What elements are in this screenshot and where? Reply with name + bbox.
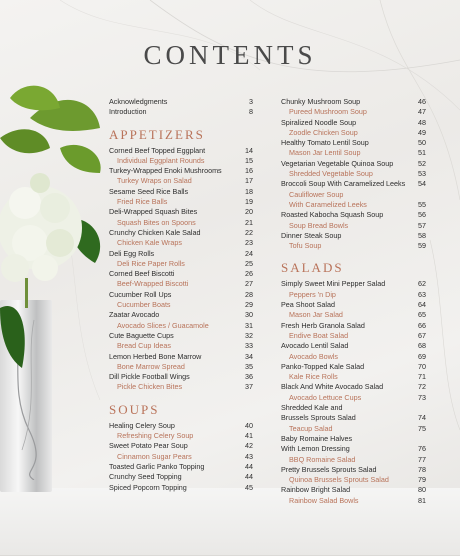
- entry-page-number: 44: [245, 461, 253, 471]
- toc-entry[interactable]: [281, 362, 426, 372]
- toc-sub-entry[interactable]: [281, 241, 426, 251]
- section-heading: SOUPS: [109, 401, 160, 417]
- entry-page-number: 35: [245, 361, 253, 371]
- toc-sub-entry[interactable]: [109, 218, 253, 228]
- toc-entry[interactable]: [109, 462, 253, 472]
- entry-title: Lemon Herbed Bone Marrow: [109, 351, 202, 361]
- toc-entry[interactable]: [109, 97, 253, 107]
- toc-sub-entry[interactable]: [109, 279, 253, 289]
- entry-page-number: 72: [418, 382, 426, 392]
- entry-page-number: 23: [245, 238, 253, 248]
- entry-page-number: 19: [245, 197, 253, 207]
- entry-title: Teacup Salad: [289, 423, 333, 433]
- entry-title: Fried Rice Balls: [117, 197, 168, 207]
- entry-page-number: 30: [245, 310, 253, 320]
- entry-page-number: 70: [418, 361, 426, 371]
- entry-page-number: 37: [245, 382, 253, 392]
- entry-title: Sweet Potato Pear Soup: [109, 441, 188, 451]
- entry-page-number: 36: [245, 372, 253, 382]
- entry-title: Simply Sweet Mini Pepper Salad: [281, 279, 386, 289]
- toc-entry[interactable]: [281, 179, 426, 189]
- toc-entry[interactable]: [109, 352, 253, 362]
- entry-title: Pretty Brussels Sprouts Salad: [281, 464, 377, 474]
- entry-page-number: 8: [249, 107, 253, 117]
- toc-sub-entry[interactable]: [281, 107, 426, 117]
- entry-title: Deli-Wrapped Squash Bites: [109, 207, 198, 217]
- toc-right-column: [281, 97, 426, 506]
- entry-page-number: 52: [418, 158, 426, 168]
- entry-title: Spiced Popcorn Topping: [109, 482, 187, 492]
- entry-title: Kale Rice Rolls: [289, 372, 338, 382]
- toc-entry[interactable]: [109, 249, 253, 259]
- toc-entry[interactable]: [281, 231, 426, 241]
- entry-title: BBQ Romaine Salad: [289, 454, 356, 464]
- entry-title: Mason Jar Salad: [289, 310, 343, 320]
- entry-title: Baby Romaine Halves: [281, 433, 353, 443]
- entry-page-number: 77: [418, 454, 426, 464]
- entry-title: Zoodle Chicken Soup: [289, 127, 358, 137]
- entry-page-number: 44: [245, 472, 253, 482]
- toc-sub-entry[interactable]: [109, 362, 253, 372]
- entry-page-number: 76: [418, 444, 426, 454]
- entry-page-number: 3: [249, 97, 253, 106]
- entry-page-number: 28: [245, 289, 253, 299]
- entry-title: Quinoa Brussels Sprouts Salad: [289, 475, 389, 485]
- entry-title: Bone Marrow Spread: [117, 361, 185, 371]
- toc-sub-entry[interactable]: [109, 238, 253, 248]
- entry-page-number: 75: [418, 423, 426, 433]
- toc-entry[interactable]: [281, 210, 426, 220]
- toc-entry[interactable]: [109, 207, 253, 217]
- entry-title: Squash Bites on Spoons: [117, 217, 196, 227]
- entry-title: Cinnamon Sugar Pears: [117, 451, 192, 461]
- toc-sub-entry[interactable]: [281, 331, 426, 341]
- entry-title: Shredded Kale and: [281, 403, 343, 413]
- toc-sub-entry[interactable]: [109, 300, 253, 310]
- toc-sub-entry[interactable]: [109, 382, 253, 392]
- entry-title: Pea Shoot Salad: [281, 300, 335, 310]
- entry-title: Zaatar Avocado: [109, 310, 160, 320]
- toc-entry[interactable]: [281, 434, 426, 444]
- entry-page-number: 73: [418, 392, 426, 402]
- entry-title: Chicken Kale Wraps: [117, 238, 182, 248]
- toc-sub-entry[interactable]: [281, 393, 426, 403]
- entry-title: Beef-Wrapped Biscotti: [117, 279, 189, 289]
- toc-entry[interactable]: [281, 413, 426, 423]
- entry-title: Deli Rice Paper Rolls: [117, 258, 185, 268]
- entry-title: Shredded Vegetable Soup: [289, 169, 373, 179]
- hydrangea-flower-image: [0, 78, 110, 408]
- entry-title: Sesame Seed Rice Balls: [109, 186, 189, 196]
- toc-entry[interactable]: [109, 166, 253, 176]
- toc-entry[interactable]: [109, 146, 253, 156]
- entry-page-number: 27: [245, 279, 253, 289]
- toc-entry[interactable]: [281, 485, 426, 495]
- toc-sub-entry[interactable]: [281, 190, 426, 200]
- toc-sub-entry[interactable]: [109, 259, 253, 269]
- entry-page-number: 48: [418, 117, 426, 127]
- entry-page-number: 67: [418, 330, 426, 340]
- entry-page-number: 69: [418, 351, 426, 361]
- entry-title: Cauliflower Soup: [289, 189, 344, 199]
- entry-title: Dinner Steak Soup: [281, 230, 342, 240]
- entry-page-number: 18: [245, 186, 253, 196]
- entry-title: Corned Beef Biscotti: [109, 269, 175, 279]
- entry-page-number: 74: [418, 413, 426, 423]
- entry-page-number: 14: [245, 145, 253, 155]
- toc-entry[interactable]: [109, 421, 253, 431]
- entry-title: Individual Eggplant Rounds: [117, 155, 205, 165]
- entry-page-number: 24: [245, 248, 253, 258]
- toc-entry[interactable]: [281, 138, 426, 148]
- entry-title: Pureed Mushroom Soup: [289, 107, 367, 117]
- toc-sub-entry[interactable]: [109, 176, 253, 186]
- entry-page-number: 66: [418, 320, 426, 330]
- entry-title: Spiralized Noodle Soup: [281, 117, 357, 127]
- entry-title: With Caramelized Leeks: [289, 199, 367, 209]
- entry-title: Turkey Wraps on Salad: [117, 176, 192, 186]
- toc-entry[interactable]: [281, 159, 426, 169]
- entry-title: Chunky Mushroom Soup: [281, 97, 361, 106]
- entry-page-number: 34: [245, 351, 253, 361]
- entry-page-number: 55: [418, 199, 426, 209]
- entry-page-number: 29: [245, 300, 253, 310]
- section-heading: APPETIZERS: [109, 126, 205, 142]
- entry-page-number: 43: [245, 451, 253, 461]
- entry-page-number: 63: [418, 289, 426, 299]
- toc-sub-entry[interactable]: [281, 200, 426, 210]
- entry-title: Crunchy Chicken Kale Salad: [109, 227, 201, 237]
- entry-title: Cute Baguette Cups: [109, 330, 174, 340]
- toc-sub-entry[interactable]: [109, 341, 253, 351]
- entry-page-number: 78: [418, 464, 426, 474]
- entry-page-number: 49: [418, 127, 426, 137]
- toc-entry[interactable]: [109, 269, 253, 279]
- entry-title: Healthy Tomato Lentil Soup: [281, 138, 369, 148]
- entry-page-number: 59: [418, 241, 426, 251]
- entry-page-number: 33: [245, 341, 253, 351]
- toc-entry[interactable]: [109, 310, 253, 320]
- toc-left-column: [109, 97, 253, 493]
- entry-title: Refreshing Celery Soup: [117, 431, 194, 441]
- entry-page-number: 81: [418, 495, 426, 505]
- entry-page-number: 54: [418, 179, 426, 189]
- entry-page-number: 16: [245, 166, 253, 176]
- toc-sub-entry[interactable]: [109, 156, 253, 166]
- entry-page-number: 56: [418, 210, 426, 220]
- toc-sub-entry[interactable]: [281, 496, 426, 506]
- entry-title: Deli Egg Rolls: [109, 248, 155, 258]
- entry-title: Healing Celery Soup: [109, 420, 175, 430]
- toc-sub-entry[interactable]: [281, 148, 426, 158]
- entry-title: Pickle Chicken Bites: [117, 382, 183, 392]
- entry-page-number: 62: [418, 279, 426, 289]
- entry-title: Avocado Bowls: [289, 351, 339, 361]
- entry-title: Black And White Avocado Salad: [281, 382, 384, 392]
- entry-title: Peppers 'n Dip: [289, 289, 336, 299]
- entry-page-number: 22: [245, 227, 253, 237]
- entry-page-number: 58: [418, 230, 426, 240]
- toc-entry[interactable]: [109, 331, 253, 341]
- entry-title: Panko-Topped Kale Salad: [281, 361, 365, 371]
- toc-sub-entry[interactable]: [281, 455, 426, 465]
- entry-title: With Lemon Dressing: [281, 444, 350, 454]
- entry-page-number: 79: [418, 475, 426, 485]
- toc-sub-entry[interactable]: [109, 197, 253, 207]
- toc-sub-entry[interactable]: [109, 452, 253, 462]
- toc-entry[interactable]: [281, 300, 426, 310]
- entry-page-number: 57: [418, 220, 426, 230]
- entry-title: Endive Boat Salad: [289, 330, 349, 340]
- toc-entry[interactable]: [109, 483, 253, 493]
- entry-page-number: 64: [418, 300, 426, 310]
- toc-entry[interactable]: [109, 372, 253, 382]
- toc-entry[interactable]: [281, 118, 426, 128]
- entry-page-number: 32: [245, 330, 253, 340]
- page-title: CONTENTS: [143, 40, 317, 70]
- entry-title: Mason Jar Lentil Soup: [289, 148, 361, 158]
- entry-title: Turkey-Wrapped Enoki Mushrooms: [109, 166, 222, 176]
- toc-sub-entry[interactable]: [281, 221, 426, 231]
- toc-entry[interactable]: [281, 279, 426, 289]
- toc-entry[interactable]: [281, 341, 426, 351]
- entry-page-number: 21: [245, 217, 253, 227]
- toc-entry[interactable]: [109, 187, 253, 197]
- entry-title: Introduction: [109, 107, 147, 117]
- entry-page-number: 20: [245, 207, 253, 217]
- entry-page-number: 40: [245, 420, 253, 430]
- entry-page-number: 51: [418, 148, 426, 158]
- toc-sub-entry[interactable]: [281, 372, 426, 382]
- entry-page-number: 17: [245, 176, 253, 186]
- toc-entry[interactable]: [109, 107, 253, 117]
- toc-sub-entry[interactable]: [281, 310, 426, 320]
- entry-page-number: 71: [418, 372, 426, 382]
- entry-page-number: 46: [418, 97, 426, 106]
- toc-entry[interactable]: [281, 97, 426, 107]
- toc-entry[interactable]: [281, 465, 426, 475]
- toc-entry[interactable]: [109, 441, 253, 451]
- entry-title: Rainbow Salad Bowls: [289, 495, 359, 505]
- entry-page-number: 80: [418, 485, 426, 495]
- entry-title: Bread Cup Ideas: [117, 341, 171, 351]
- toc-sub-entry[interactable]: [281, 290, 426, 300]
- section-heading: SALADS: [281, 260, 344, 276]
- toc-sub-entry[interactable]: [109, 321, 253, 331]
- toc-sub-entry[interactable]: [281, 128, 426, 138]
- entry-page-number: 50: [418, 138, 426, 148]
- toc-sub-entry[interactable]: [281, 475, 426, 485]
- toc-sub-entry[interactable]: [281, 424, 426, 434]
- entry-page-number: 47: [418, 107, 426, 117]
- entry-page-number: 45: [245, 482, 253, 492]
- toc-entry[interactable]: [281, 444, 426, 454]
- toc-entry[interactable]: [281, 382, 426, 392]
- entry-page-number: 68: [418, 341, 426, 351]
- entry-page-number: 42: [245, 441, 253, 451]
- entry-title: Avocado Lettuce Cups: [289, 392, 362, 402]
- entry-title: Avocado Slices / Guacamole: [117, 320, 209, 330]
- entry-page-number: 65: [418, 310, 426, 320]
- entry-page-number: 15: [245, 155, 253, 165]
- toc-entry[interactable]: [109, 228, 253, 238]
- entry-page-number: 26: [245, 269, 253, 279]
- entry-title: Cucumber Roll Ups: [109, 289, 172, 299]
- entry-title: Tofu Soup: [289, 241, 322, 251]
- entry-title: Dill Pickle Football Wings: [109, 372, 190, 382]
- entry-title: Fresh Herb Granola Salad: [281, 320, 365, 330]
- entry-title: Avocado Lentil Salad: [281, 341, 349, 351]
- entry-title: Roasted Kabocha Squash Soup: [281, 210, 384, 220]
- entry-title: Rainbow Bright Salad: [281, 485, 351, 495]
- toc-entry[interactable]: [281, 321, 426, 331]
- entry-title: Toasted Garlic Panko Topping: [109, 461, 205, 471]
- entry-page-number: 25: [245, 258, 253, 268]
- entry-page-number: 53: [418, 169, 426, 179]
- entry-title: Vegetarian Vegetable Quinoa Soup: [281, 158, 394, 168]
- toc-sub-entry[interactable]: [109, 431, 253, 441]
- entry-title: Brussels Sprouts Salad: [281, 413, 356, 423]
- toc-entry[interactable]: [281, 403, 426, 413]
- entry-title: Soup Bread Bowls: [289, 220, 349, 230]
- entry-page-number: 31: [245, 320, 253, 330]
- toc-entry[interactable]: [109, 472, 253, 482]
- entry-page-number: 41: [245, 431, 253, 441]
- entry-title: Crunchy Seed Topping: [109, 472, 182, 482]
- entry-title: Corned Beef Topped Eggplant: [109, 145, 206, 155]
- toc-entry[interactable]: [109, 290, 253, 300]
- entry-title: Acknowledgments: [109, 97, 168, 106]
- toc-sub-entry[interactable]: [281, 169, 426, 179]
- entry-title: Broccoli Soup With Caramelized Leeks: [281, 179, 406, 189]
- entry-title: Cucumber Boats: [117, 300, 171, 310]
- toc-sub-entry[interactable]: [281, 352, 426, 362]
